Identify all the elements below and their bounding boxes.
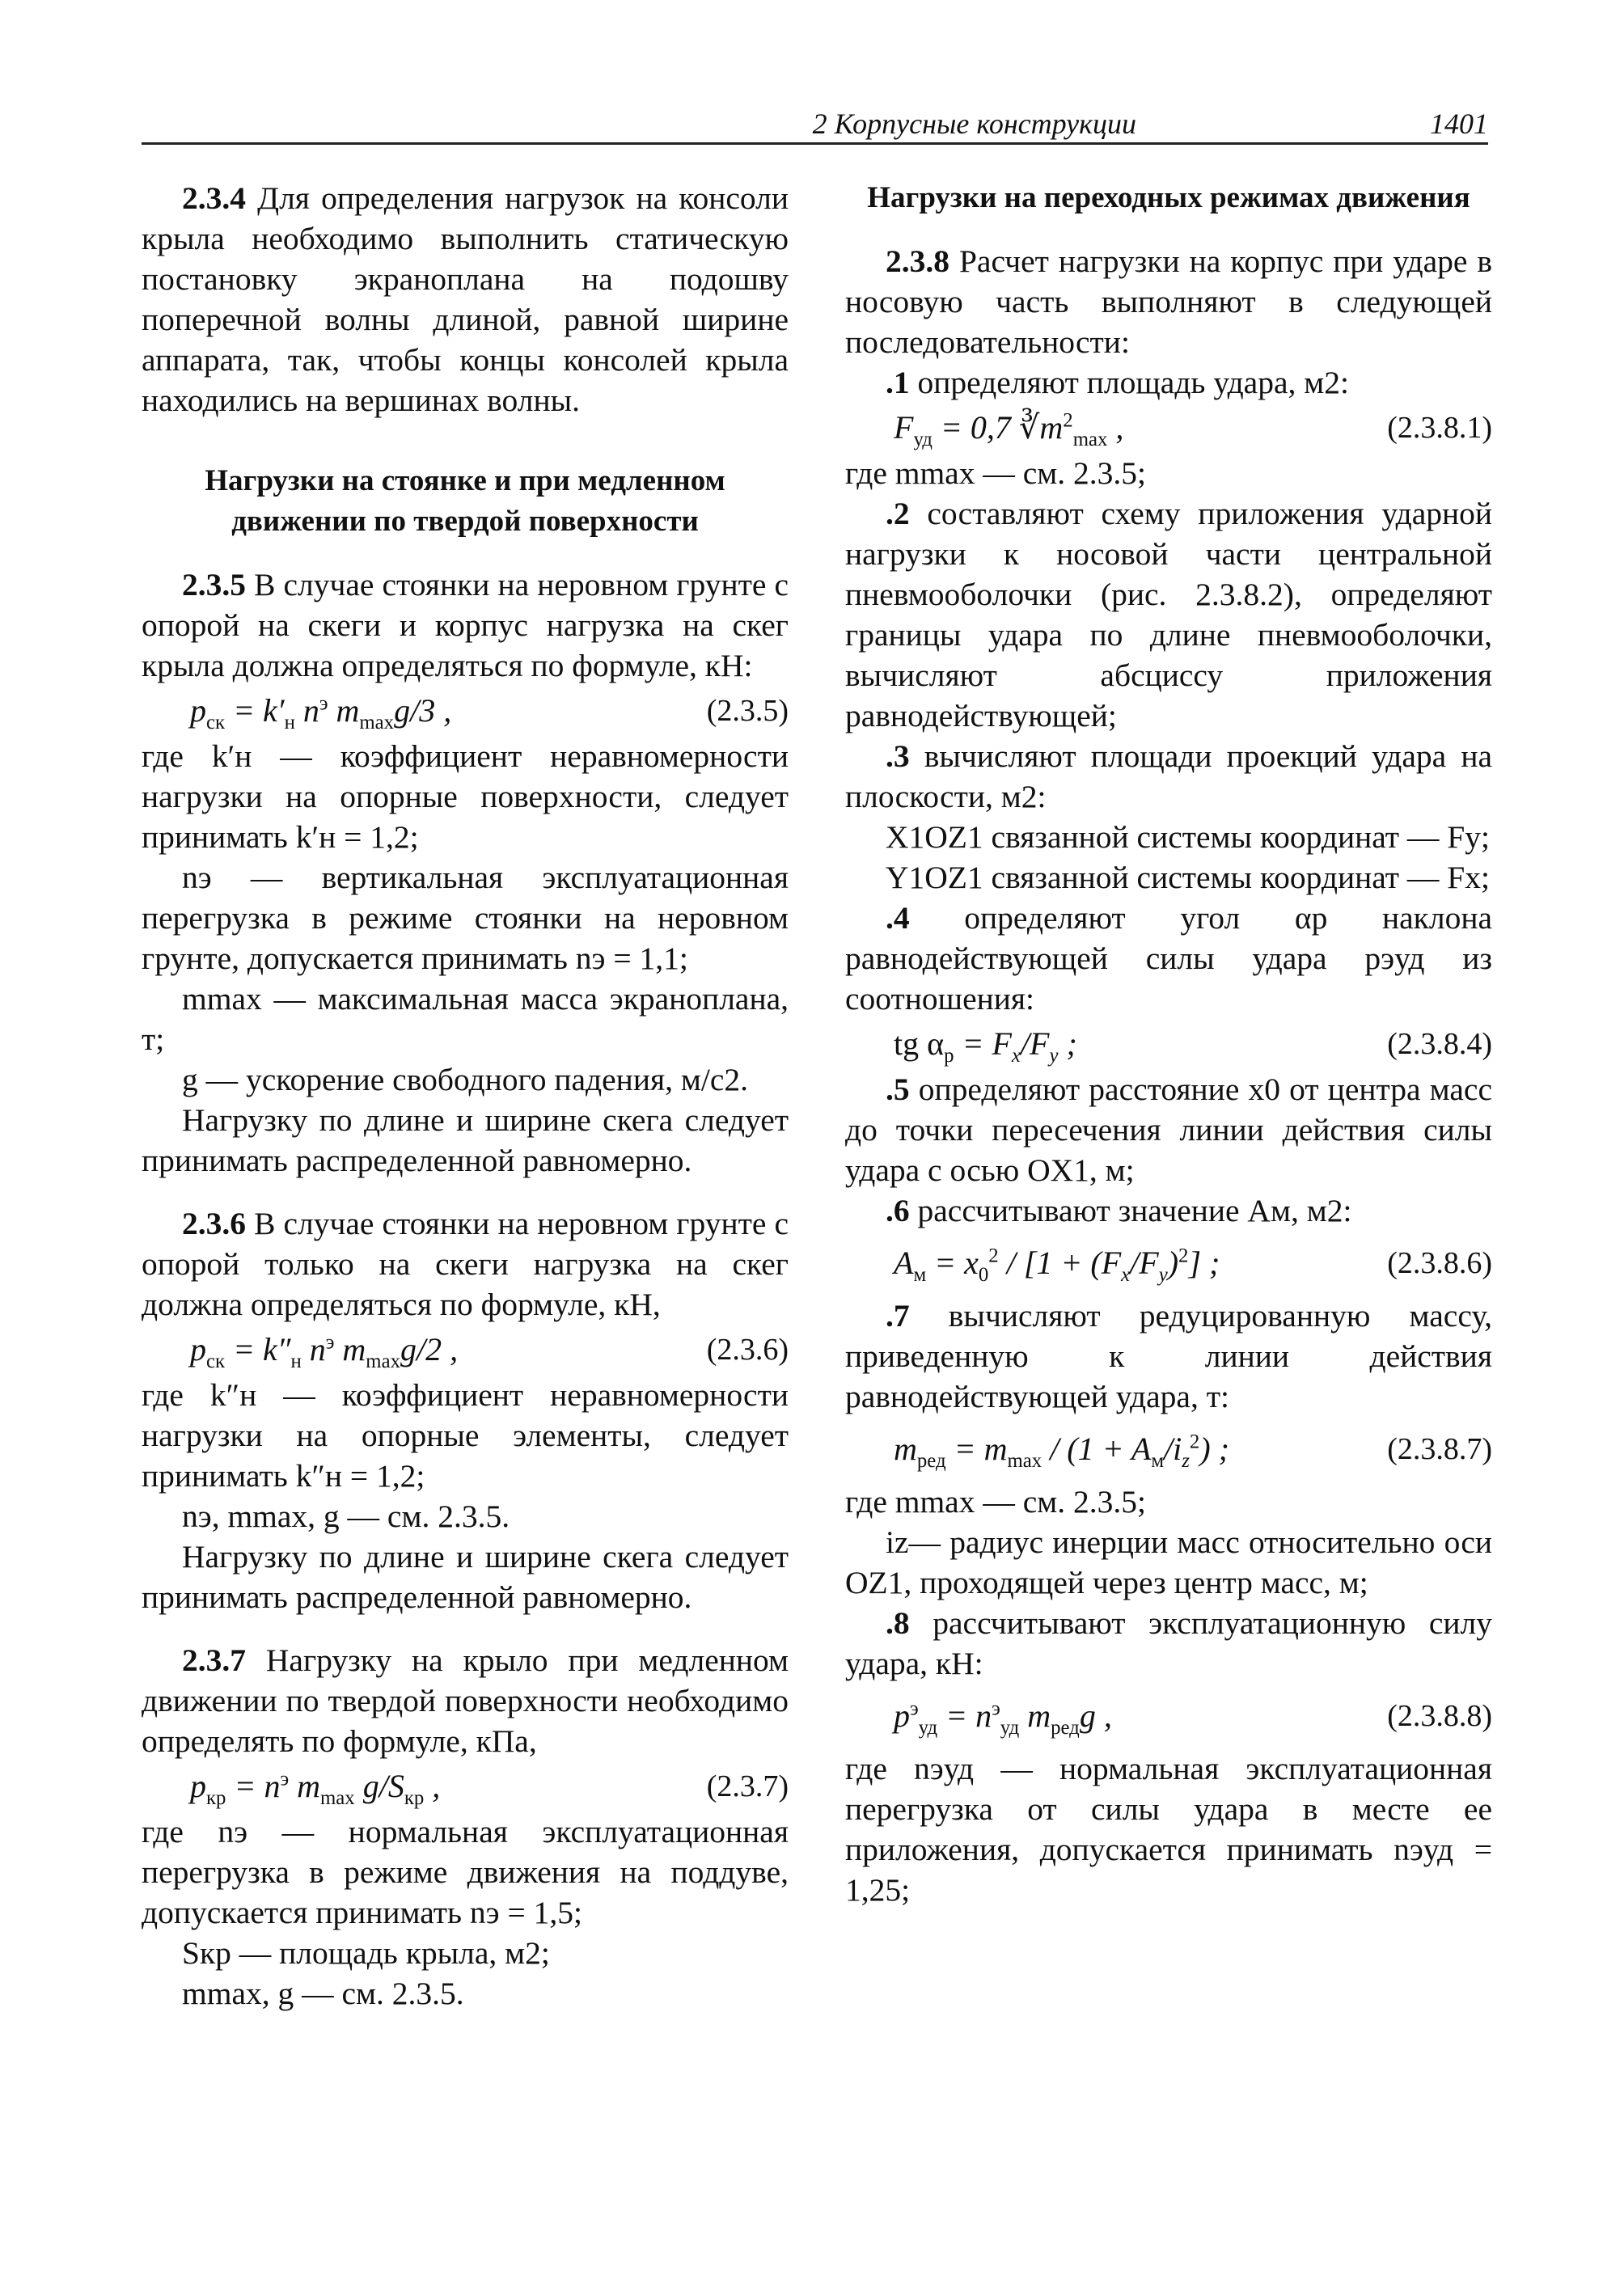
formula-expression: $F_{уд} = 0,7$ $∛m^2_{max}$ , xyxy=(894,409,1124,450)
formula-expression: $p_{кр} = n^э$ $m_{max}$ $g/S_{кр}$ , xyxy=(190,1768,441,1809)
formula-number: (2.3.8.7) xyxy=(1387,1432,1492,1466)
where-k-double-prime: где k″н — коэффициент неравномерности нагрузки на опорные элементы, следует принимать k″н = 1,2; xyxy=(142,1377,789,1494)
formula-expression: tg $\alpha_р = F_x/F_y$ ; xyxy=(894,1025,1077,1067)
item-3: .3 вычисляют площади проекций удара на плоскости, м2: xyxy=(845,738,1492,814)
section-heading-transitional: Нагрузки на переходных режимах движения xyxy=(867,181,1470,214)
where-see-2-3-5-b: mmax, g — см. 2.3.5. xyxy=(182,1976,464,2011)
where-m-max-r2: где mmax — см. 2.3.5; xyxy=(845,1484,1146,1520)
note-uniform-load-2: Нагрузку по длине и ширине скега следует принимать распределенной равномерно. xyxy=(142,1539,789,1615)
item-7: .7 вычисляют редуцированную массу, приведенную к линии действия равнодействующей удара, т: xyxy=(845,1298,1492,1414)
formula-number: (2.3.8.4) xyxy=(1387,1027,1492,1061)
paragraph-2-3-6: 2.3.6 В случае стоянки на неровном грунте с опорой только на скеги нагрузка на скег должна определяться по формуле, кН, xyxy=(142,1206,789,1322)
formula-number: (2.3.8.1) xyxy=(1387,411,1492,445)
formula-2-3-5 xyxy=(142,686,789,736)
item-8: .8 рассчитывают эксплуатационную силу удара, кН: xyxy=(845,1605,1493,1681)
right-column xyxy=(845,178,1492,1910)
where-n-e: nэ — вертикальная эксплуатационная перегрузка в режиме стоянки на неровном грунте, допускается принимать nэ = 1,1; xyxy=(142,860,789,976)
formula-expression: $p_{ск} = k'_н$ $n^э$ $m_{max}g/3$ , xyxy=(190,692,452,733)
where-n-ud: где nэуд — нормальная эксплуатационная перегрузка от силы удара в месте ее приложения, допускается принимать nэуд = 1,25; xyxy=(845,1751,1492,1908)
formula-2-3-8-4 xyxy=(845,1019,1492,1069)
where-s-kr: Sкр — площадь крыла, м2; xyxy=(182,1935,550,1971)
formula-expression: $A_м = x_0^2 / [1 + (F_x/F_y)^2]$ ; xyxy=(894,1245,1220,1286)
formula-2-3-8-6 xyxy=(845,1231,1492,1296)
section-heading-parking: Нагрузки на стоянке и при медленном движении по твердой поверхности xyxy=(205,464,725,538)
item-3-projection-x: Y1OZ1 связанной системы координат — Fx; xyxy=(886,860,1490,895)
paragraph-2-3-8: 2.3.8 Расчет нагрузки на корпус при ударе в носовую часть выполняют в следующей последовательности: xyxy=(845,243,1493,360)
item-3-projection-y: X1OZ1 связанной системы координат — Fy; xyxy=(886,819,1490,855)
formula-number: (2.3.6) xyxy=(706,1333,789,1367)
formula-number: (2.3.7) xyxy=(706,1769,789,1803)
where-see-2-3-5: nэ, mmax, g — см. 2.3.5. xyxy=(182,1498,510,1534)
where-k-prime: где k′н — коэффициент неравномерности нагрузки на опорные поверхности, следует принимать k′н = 1,2; xyxy=(142,738,789,855)
item-2: .2 составляют схему приложения ударной нагрузки к носовой части центральной пневмооболочки (рис. 2.3.8.2), определяют границы удара по длине пневмооболочки, вычисляют абсциссу приложения равнодействующей; xyxy=(845,496,1492,733)
where-n-e-2: где nэ — нормальная эксплуатационная перегрузка в режиме движения на поддуве, допускается принимать nэ = 1,5; xyxy=(142,1814,789,1930)
left-column xyxy=(142,178,789,2014)
formula-expression: $p^э_{уд} = n^э_{уд}$ $m_{ред}g$ , xyxy=(894,1697,1112,1739)
paragraph-2-3-4: 2.3.4 Для определения нагрузок на консоли крыла необходимо выполнить статическую постановку экраноплана на подошву поперечной волны длиной, равной ширине аппарата, так, чтобы концы консолей крыла находились на вершинах волны. xyxy=(142,180,789,418)
formula-2-3-8-1 xyxy=(845,403,1492,453)
formula-2-3-7 xyxy=(142,1761,789,1811)
formula-2-3-6 xyxy=(142,1325,789,1375)
paragraph-2-3-7: 2.3.7 Нагрузку на крыло при медленном движении по твердой поверхности необходимо определять по формуле, кПа, xyxy=(142,1642,789,1759)
formula-2-3-8-7 xyxy=(845,1417,1492,1482)
page-number: 1401 xyxy=(1430,108,1488,140)
where-m-max: mmax — максимальная масса экраноплана, т; xyxy=(142,981,789,1057)
page-header xyxy=(142,105,1488,145)
formula-2-3-8-8 xyxy=(845,1684,1492,1748)
formula-number: (2.3.8.6) xyxy=(1387,1246,1492,1280)
where-g: g — ускорение свободного падения, м/с2. xyxy=(182,1062,749,1097)
formula-number: (2.3.8.8) xyxy=(1387,1699,1492,1733)
paragraph-2-3-5: 2.3.5 В случае стоянки на неровном грунте с опорой на скеги и корпус нагрузка на скег крыла должна определяться по формуле, кН: xyxy=(142,567,789,683)
item-6: .6 рассчитывают значение Aм, м2: xyxy=(886,1193,1352,1228)
formula-expression: $p_{ск} = k''_н$ $n^э$ $m_{max}g/2$ , xyxy=(190,1331,459,1372)
note-uniform-load: Нагрузку по длине и ширине скега следует принимать распределенной равномерно. xyxy=(142,1102,789,1178)
formula-number: (2.3.5) xyxy=(706,694,789,728)
item-4: .4 определяют угол αр наклона равнодействующей силы удара pэуд из соотношения: xyxy=(845,900,1492,1017)
running-title: 2 Корпусные конструкции xyxy=(812,108,1136,140)
where-m-max-r: где mmax — см. 2.3.5; xyxy=(845,455,1146,491)
item-5: .5 определяют расстояние x0 от центра масс до точки пересечения линии действия силы удара с осью OX1, м; xyxy=(845,1072,1492,1188)
item-1: .1 определяют площадь удара, м2: xyxy=(886,365,1349,400)
formula-expression: $m_{ред} = m_{max} / (1 + A_м/i_z^2)$ ; xyxy=(894,1431,1229,1472)
where-i-z: iz— радиус инерции масс относительно оси OZ1, проходящей через центр масс, м; xyxy=(845,1524,1492,1600)
